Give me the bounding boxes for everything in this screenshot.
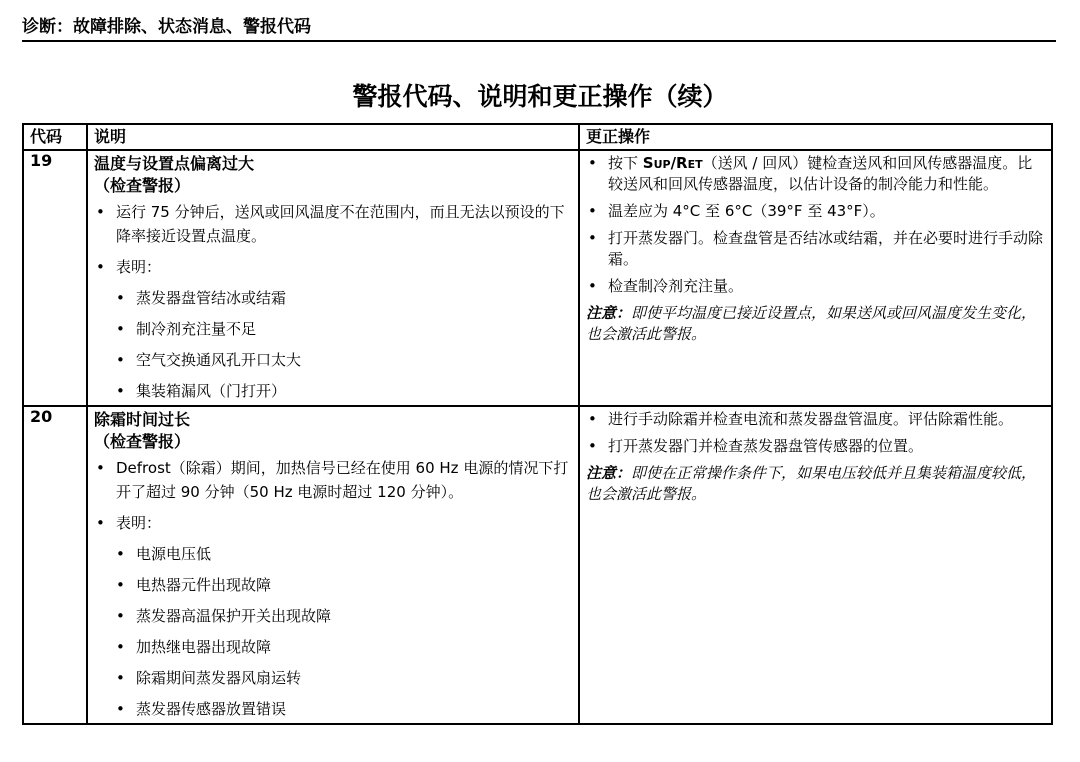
- list-item: • 检查制冷剂充注量。: [586, 276, 1047, 297]
- list-item: • 表明：: [94, 255, 574, 279]
- note-text: 即使在正常操作条件下，如果电压较低并且集装箱温度较低，也会激活此警报。: [586, 464, 1037, 503]
- list-item: • Defrost（除霜）期间，加热信号已经在使用 60 Hz 电源的情况下打开了超过 90 分钟（50 Hz 电源时超过 120 分钟）。: [94, 456, 574, 504]
- action-cell: [579, 150, 1052, 406]
- alarm-type: （检查警报）: [94, 432, 191, 451]
- alarm-title: 除霜时间过长: [94, 410, 191, 429]
- list-item: • 空气交换通风孔开口太大: [94, 348, 574, 372]
- list-item: • 打开蒸发器门并检查蒸发器盘管传感器的位置。: [586, 436, 1047, 457]
- table-row: [23, 150, 1052, 406]
- page-title: 警报代码、说明和更正操作（续）: [352, 82, 728, 111]
- description-cell: [87, 150, 579, 406]
- list-item: • 蒸发器传感器放置错误: [94, 697, 574, 721]
- list-item: • 除霜期间蒸发器风扇运转: [94, 666, 574, 690]
- list-item: • 电源电压低: [94, 542, 574, 566]
- list-item: • 电热器元件出现故障: [94, 573, 574, 597]
- description-cell: [87, 406, 579, 724]
- indications-list: [94, 286, 574, 403]
- alarm-type: （检查警报）: [94, 176, 191, 195]
- list-item: • 制冷剂充注量不足: [94, 317, 574, 341]
- note: [586, 463, 1047, 505]
- table-row: [23, 406, 1052, 724]
- list-item: • 打开蒸发器门。检查盘管是否结冰或结霜，并在必要时进行手动除霜。: [586, 228, 1047, 270]
- action-cell: [579, 406, 1052, 724]
- alarm-title: 温度与设置点偏离过大: [94, 154, 255, 173]
- note-text: 即使平均温度已接近设置点，如果送风或回风温度发生变化，也会激活此警报。: [586, 304, 1037, 343]
- list-item: • 加热继电器出现故障: [94, 635, 574, 659]
- page-header: 诊断：故障排除、状态消息、警报代码: [22, 14, 1056, 42]
- sup-ret-key: Sup/Ret: [642, 154, 703, 172]
- indications-list: [94, 542, 574, 721]
- description-list: [94, 200, 574, 279]
- list-item: • 进行手动除霜并检查电流和蒸发器盘管温度。评估除霜性能。: [586, 409, 1047, 430]
- action-list: [586, 409, 1047, 457]
- action-list: [586, 153, 1047, 297]
- note-label: 注意：: [586, 464, 632, 482]
- list-item: • 蒸发器高温保护开关出现故障: [94, 604, 574, 628]
- list-item: • 温差应为 4°C 至 6°C（39°F 至 43°F）。: [586, 201, 1047, 222]
- header-code: 代码: [23, 124, 87, 150]
- header-action: 更正操作: [579, 124, 1052, 150]
- list-item: • 蒸发器盘管结冰或结霜: [94, 286, 574, 310]
- description-list: [94, 456, 574, 535]
- alarm-code-table: [22, 123, 1053, 725]
- alarm-code: 19: [23, 150, 87, 406]
- list-item: • 集装箱漏风（门打开）: [94, 379, 574, 403]
- header-description: 说明: [87, 124, 579, 150]
- list-item: • 运行 75 分钟后，送风或回风温度不在范围内，而且无法以预设的下降率接近设置点温度。: [94, 200, 574, 248]
- note-label: 注意：: [586, 304, 632, 322]
- action-text: （送风 / 回风）键检查送风和回风传感器温度。比较送风和回风传感器温度，以估计设备的制冷能力和性能。: [608, 154, 1033, 193]
- note: [586, 303, 1047, 345]
- action-text: 按下: [608, 154, 643, 172]
- table-header-row: [23, 124, 1052, 150]
- list-item: [586, 153, 1047, 195]
- alarm-code: 20: [23, 406, 87, 724]
- list-item: • 表明：: [94, 511, 574, 535]
